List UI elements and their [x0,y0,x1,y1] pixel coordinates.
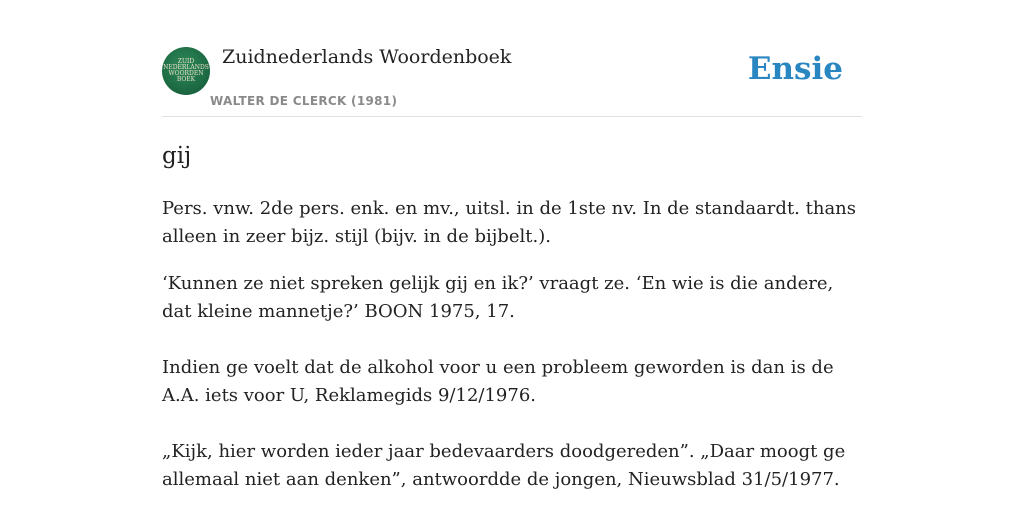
logo-line: BOEK [176,76,196,83]
dictionary-logo[interactable] [162,47,210,95]
dictionary-title-link[interactable]: Zuidnederlands Woordenboek [222,46,512,68]
example-quote: Indien ge voelt dat de alkohol voor u een probleem geworden is dan is de A.A. iets voor U, Reklamegids 9/12/1976. [162,357,834,406]
dictionary-author: WALTER DE CLERCK (1981) [210,94,398,108]
headword: gij [162,143,192,169]
example-quote: ‘Kunnen ze niet spreken gelijk gij en ik?’ vraagt ze. ‘En wie is die andere, dat kleine mannetje?’ BOON 1975, 17. [162,273,834,322]
definition-text: Pers. vnw. 2de pers. enk. en mv., uitsl. in de 1ste nv. In de standaardt. thans alleen in zeer bijz. stijl (bijv. in de bijbelt.). [162,198,857,247]
page [162,0,862,512]
header [162,0,862,117]
ensie-logo-link[interactable]: Ensie [747,51,843,87]
logo-line: ZUID [177,58,195,65]
logo-line: WOORDEN [168,70,204,77]
example-quote: „Kijk, hier worden ieder jaar bedevaarders doodgereden”. „Daar moogt ge allemaal niet aan denken”, antwoordde de jongen, Nieuwsblad 31/5/1977. [162,441,846,490]
logo-line: NEDERLANDS [163,64,209,71]
